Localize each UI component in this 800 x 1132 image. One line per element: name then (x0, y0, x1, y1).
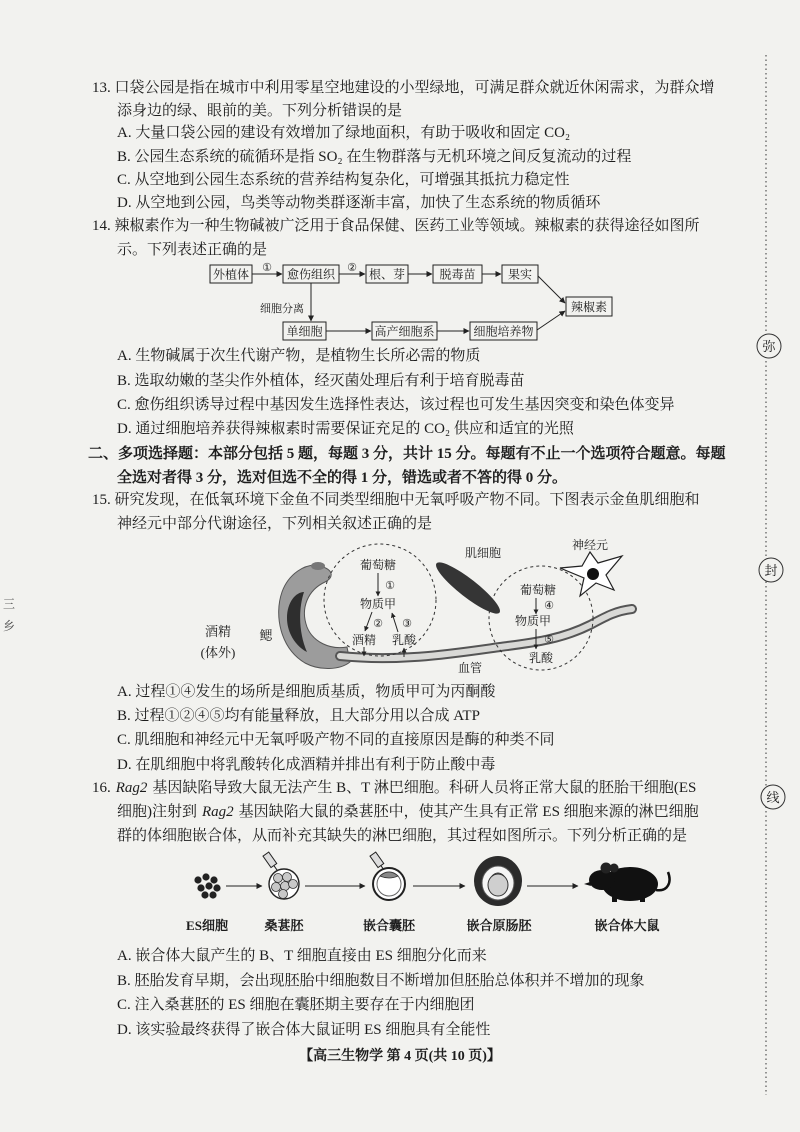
muscle-ethanol: 酒精 (351, 633, 377, 647)
seal-char-feng: 封 (764, 563, 778, 578)
blastocyst-shape (373, 868, 405, 900)
blood-vessel (340, 609, 632, 658)
seal-char-xian: 线 (766, 790, 780, 805)
rat-silhouette (584, 863, 670, 903)
neuron-lactic-acid: 乳酸 (528, 651, 554, 665)
q14-option-a: A. 生物碱属于次生代谢产物，是植物生长所必需的物质 (117, 348, 481, 364)
neuron-glucose: 葡萄糖 (519, 583, 557, 597)
muscle-glucose: 葡萄糖 (359, 558, 397, 572)
q16-option-d: D. 该实验最终获得了嵌合体大鼠证明 ES 细胞具有全能性 (117, 1022, 491, 1038)
q16-option-a: A. 嵌合体大鼠产生的 B、T 细胞直接由 ES 细胞分化而来 (117, 948, 487, 964)
label-chimeric-blastocyst: 嵌合囊胚 (362, 918, 416, 933)
q13-stem-line-2: 添身边的绿、眼前的美。下列分析错误的是 (117, 103, 403, 119)
q16-stem-line-2-text: 基因缺陷大鼠的桑葚胚中，使其产生具有正常 ES 细胞来源的淋巴细胞 (238, 804, 699, 820)
gene-name-rag2: Rag2 (115, 780, 148, 796)
q14-option-c: C. 愈伤组织诱导过程中基因发生选择性表达，该过程也可发生基因突变和染色体变异 (117, 397, 675, 413)
label-blood-vessel: 血管 (457, 661, 483, 675)
gill-arch-tip (311, 562, 325, 570)
muscle-substance-a: 物质甲 (359, 597, 397, 611)
label-neuron: 神经元 (571, 538, 609, 552)
neuron-substance-a: 物质甲 (514, 614, 552, 628)
q13-stem-line-1: 13. 口袋公园是指在城市中利用零星空地建设的小型绿地，可满足群众就近休闲需求，为群众增 (92, 80, 715, 96)
q15-stem-line-1: 15. 研究发现，在低氧环境下金鱼不同类型细胞中无氧呼吸产物不同。下图表示金鱼肌细胞和 (92, 492, 700, 508)
muscle-cell-shape (431, 556, 505, 619)
label-cell-culture: 细胞培养物 (473, 324, 534, 339)
section-2-header-line-2: 全选对者得 3 分，选对但选不全的得 1 分，错选或者不答的得 0 分。 (117, 470, 568, 486)
q14-capsaicin-flow-diagram (200, 258, 620, 348)
seal-char-mi: 弥 (762, 339, 776, 354)
q15-stem-line-2: 神经元中部分代谢途径，下列相关叙述正确的是 (117, 516, 433, 532)
q14-option-b: B. 选取幼嫩的茎尖作外植体，经灭菌处理后有利于培育脱毒苗 (117, 373, 525, 389)
q15-option-d: D. 在肌细胞中将乳酸转化成酒精并排出有利于防止酸中毒 (117, 757, 496, 773)
label-step2: ② (347, 262, 357, 274)
binding-margin (740, 40, 800, 1110)
es-cell (210, 876, 217, 883)
q15-option-b: B. 过程①②④⑤均有能量释放，且大部分用以合成 ATP (117, 708, 480, 724)
label-morula: 桑葚胚 (264, 918, 304, 933)
left-margin-mark: 三 (3, 597, 16, 611)
es-cell (213, 884, 220, 891)
es-cell (209, 891, 216, 898)
label-roots-buds: 根、芽 (368, 267, 406, 282)
label-es-cells: ES细胞 (186, 918, 228, 933)
muscle-step3: ③ (402, 618, 412, 630)
q16-option-b: B. 胚胎发育早期，会出现胚胎中细胞数目不断增加但胚胎总体积并不增加的现象 (117, 973, 645, 989)
neuron-nucleus (587, 568, 599, 580)
morula-shape (269, 869, 299, 899)
q16-option-c: C. 注入桑葚胚的 ES 细胞在囊胚期主要存在于内细胞团 (117, 997, 475, 1013)
q13-option-d: D. 从空地到公园，鸟类等动物类群逐渐丰富，加快了生态系统的物质循环 (117, 195, 601, 211)
q16-stem-line-2 (117, 802, 699, 822)
label-ethanol-outside: 酒精 (204, 624, 232, 639)
q13-option-b: B. 公园生态系统的硫循环是指 SO₂ 在生物群落与无机环境之间反复流动的过程 (117, 149, 632, 165)
muscle-lactic-acid: 乳酸 (391, 633, 417, 647)
neuron-step4: ④ (544, 600, 554, 612)
page-footer: 【高三生物学 第 4 页(共 10 页)】 (299, 1049, 501, 1064)
q15-option-c: C. 肌细胞和神经元中无氧呼吸产物不同的直接原因是酶的种类不同 (117, 732, 555, 748)
muscle-step2: ② (373, 618, 383, 630)
label-callus: 愈伤组织 (286, 267, 336, 282)
q14-stem-line-1: 14. 辣椒素作为一种生物碱被广泛用于食品保健、医药工业等领域。辣椒素的获得途径如图所 (92, 218, 700, 234)
q16-stem-line-1 (92, 778, 696, 798)
label-step1: ① (262, 262, 272, 274)
label-chimeric-gastrula: 嵌合原肠胚 (466, 918, 532, 933)
q16-number: 16. (92, 780, 111, 796)
q14-option-d: D. 通过细胞培养获得辣椒素时需要保证充足的 CO₂ 供应和适宜的光照 (117, 421, 574, 437)
label-high-yield-line: 高产细胞系 (374, 324, 435, 339)
gastrula-shape (474, 856, 522, 906)
q15-goldfish-metabolism-diagram (195, 535, 645, 680)
es-cell (201, 891, 208, 898)
q13-option-c: C. 从空地到公园生态系统的营养结构复杂化，可增强其抵抗力稳定性 (117, 172, 570, 188)
label-muscle-cell: 肌细胞 (464, 546, 502, 560)
label-single-cell: 单细胞 (286, 324, 323, 339)
arrow-step2 (365, 612, 372, 631)
label-outside: (体外) (200, 645, 236, 660)
label-capsaicin: 辣椒素 (570, 300, 608, 314)
muscle-step1: ① (385, 580, 395, 592)
es-cell (197, 884, 204, 891)
q16-stem-line-2-pre: 细胞)注射到 (117, 804, 197, 820)
es-cell (194, 876, 201, 883)
label-fruit: 果实 (507, 267, 533, 282)
label-chimeric-rat: 嵌合体大鼠 (594, 918, 660, 933)
q16-stem-line-1-text: 基因缺陷导致大鼠无法产生 B、T 淋巴细胞。科研人员将正常大鼠的胚胎干细胞(ES (152, 780, 697, 796)
q13-option-a: A. 大量口袋公园的建设有效增加了绿地面积，有助于吸收和固定 CO₂ (117, 125, 571, 141)
gene-name-rag2: Rag2 (202, 804, 234, 820)
es-cell (202, 873, 209, 880)
section-2-header-line-1: 二、多项选择题：本部分包括 5 题，每题 3 分，共计 15 分。每题有不止一个选项符合题意。每题 (88, 446, 726, 462)
q14-stem-line-2: 示。下列表述正确的是 (117, 242, 268, 258)
es-cell-cluster (194, 873, 220, 898)
left-margin-mark: 乡 (3, 619, 16, 633)
neuron-step5: ⑤ (544, 634, 554, 646)
label-virus-free-seedling: 脱毒苗 (439, 267, 476, 282)
es-cell (205, 882, 212, 889)
arrow-step3 (392, 613, 398, 632)
label-cell-separation: 细胞分离 (260, 303, 304, 315)
arrow (537, 311, 565, 330)
q16-stem-line-3: 群的体细胞嵌合体，从而补充其缺失的淋巴细胞，其过程如图所示。下列分析正确的是 (117, 828, 688, 844)
arrow (538, 276, 565, 303)
label-gill: 鳃 (259, 628, 273, 643)
label-explant: 外植体 (212, 267, 250, 282)
q16-chimera-process-diagram (180, 850, 680, 940)
q15-option-a: A. 过程①④发生的场所是细胞质基质，物质甲可为丙酮酸 (117, 684, 496, 700)
